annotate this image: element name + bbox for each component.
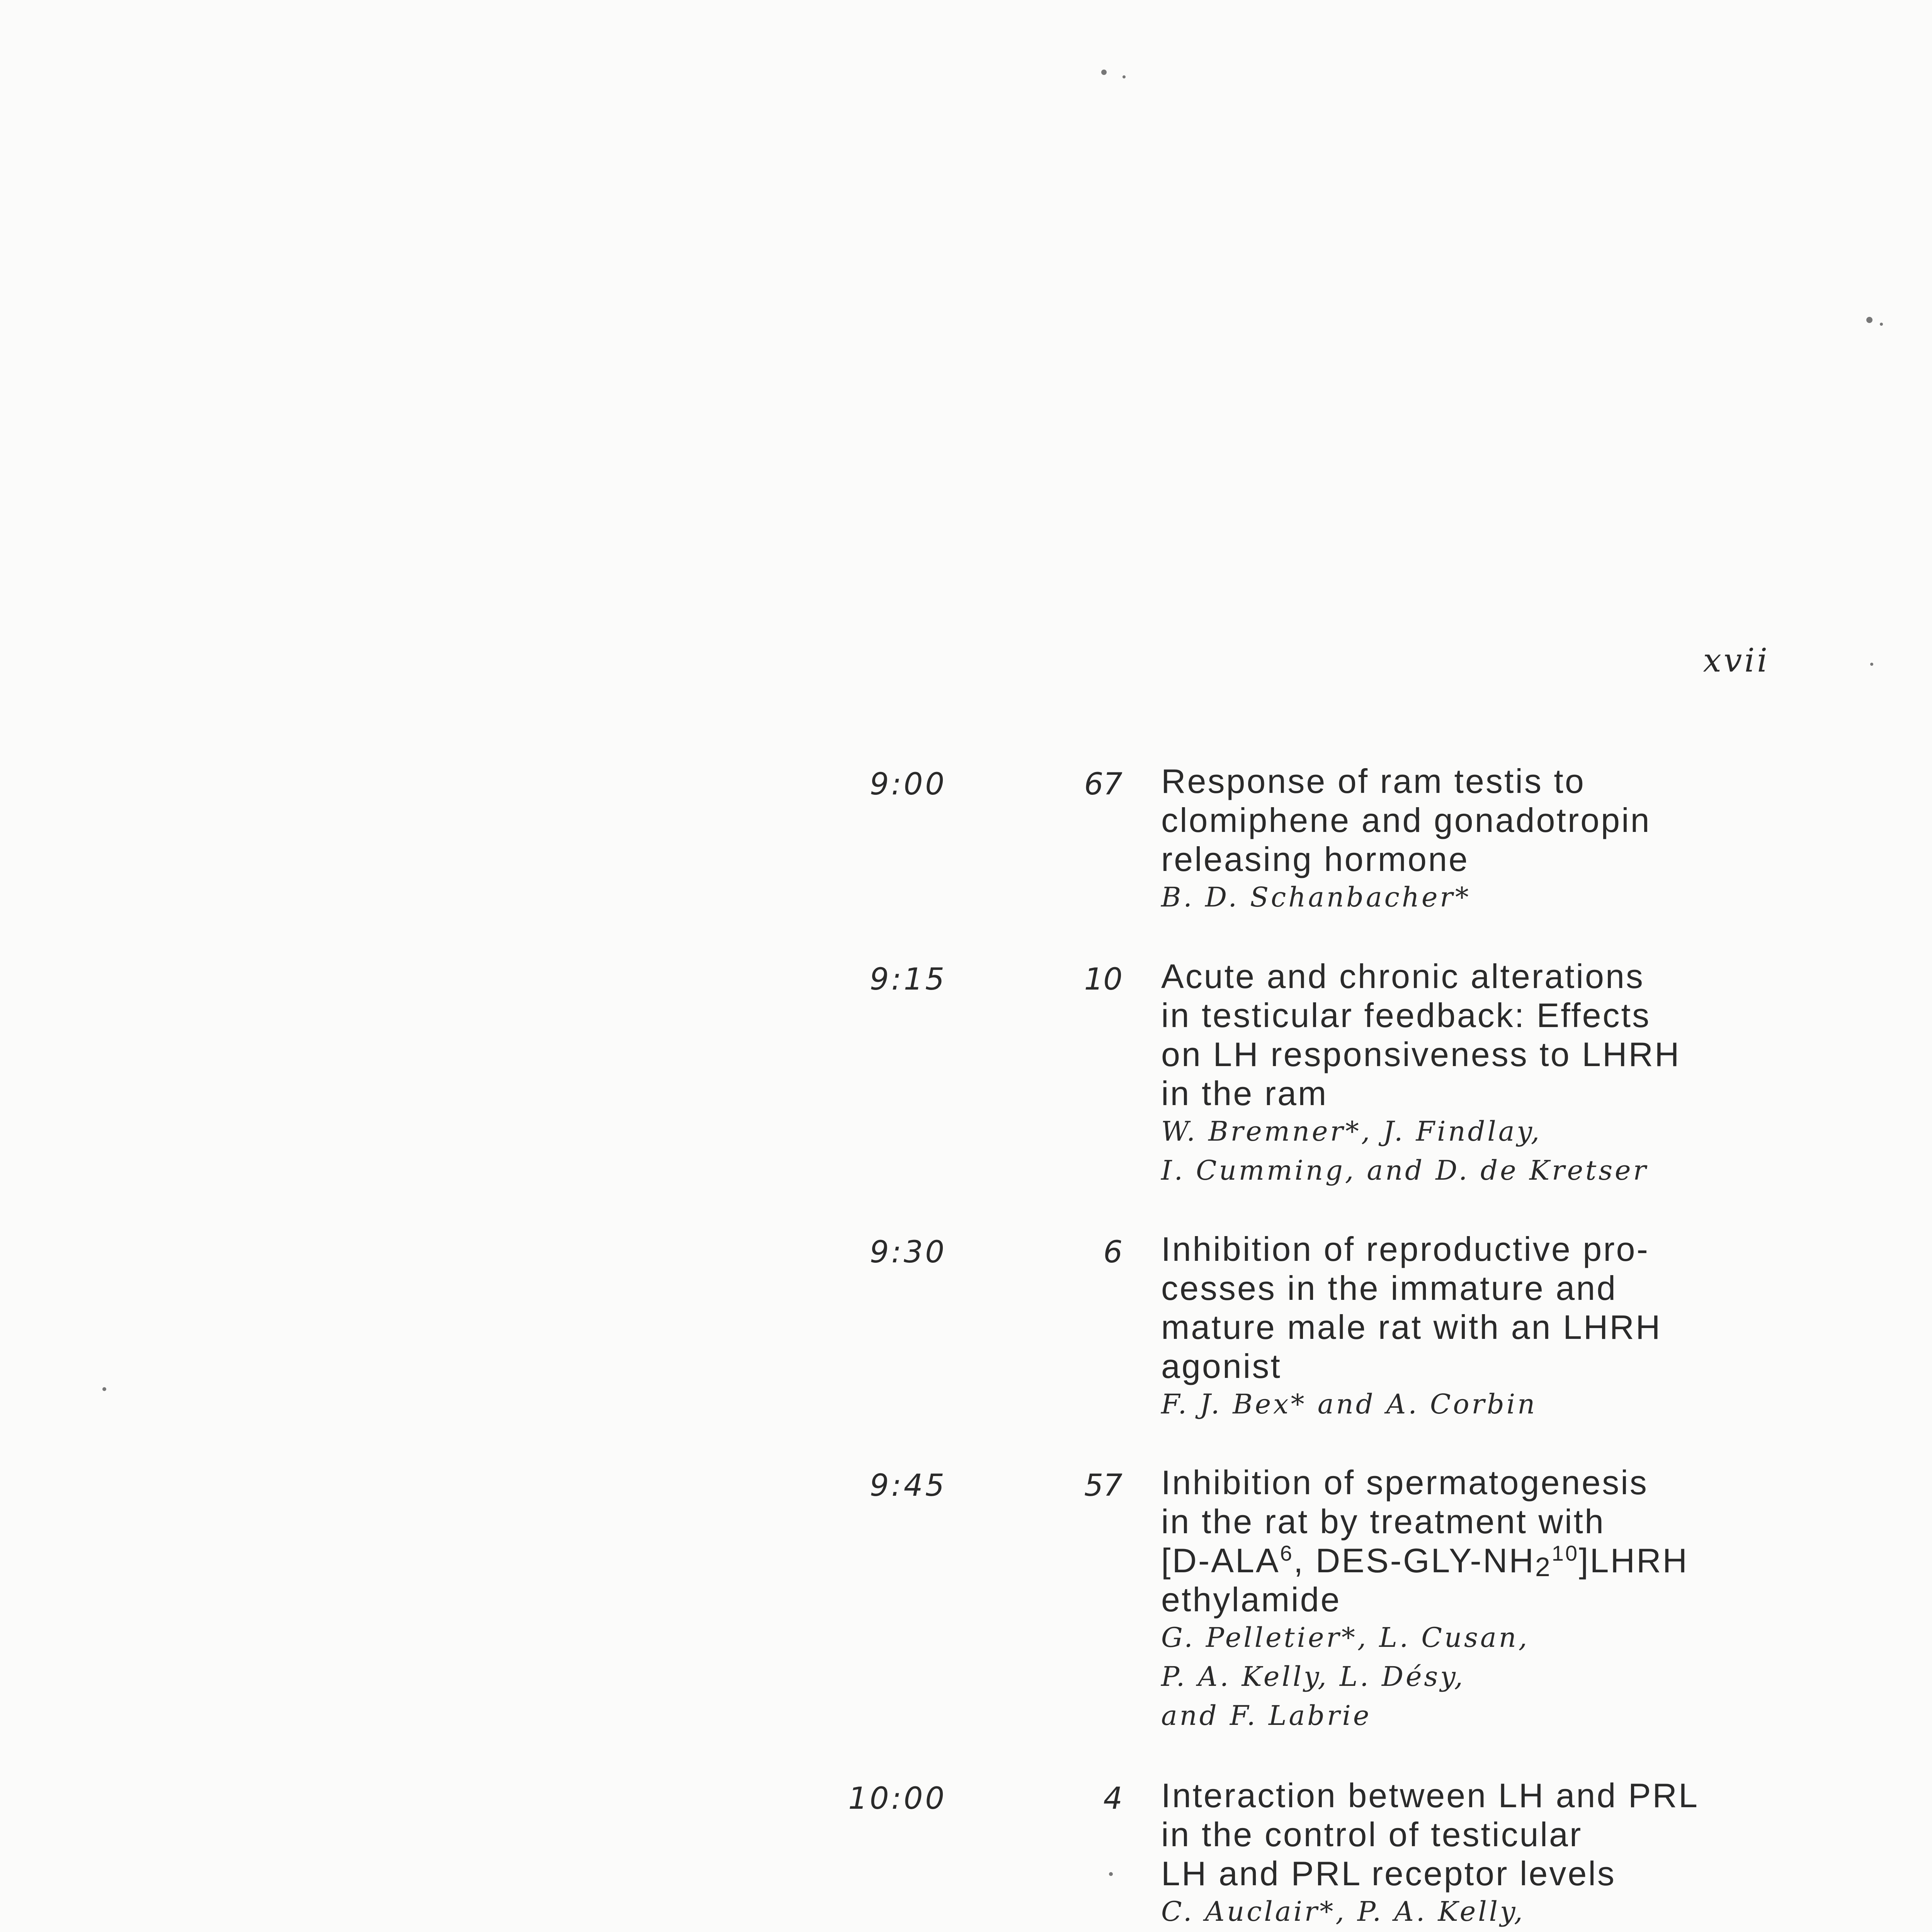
author-line: F. J. Bex* and A. Corbin <box>1161 1388 1537 1420</box>
title-line: cesses in the immature and <box>1161 1269 1617 1307</box>
title-line: LH and PRL receptor levels <box>1161 1854 1616 1893</box>
talk-title <box>1161 957 1826 1113</box>
scan-speck <box>1109 1872 1113 1876</box>
session-time: 9:30 <box>869 1235 947 1270</box>
title-line: Interaction between LH and PRL <box>1161 1776 1699 1815</box>
abstract-number: 57 <box>1084 1468 1122 1503</box>
scan-speck <box>1122 75 1126 78</box>
title-line: on LH responsiveness to LHRH <box>1161 1035 1681 1073</box>
formula-superscript: 10 <box>1551 1541 1579 1565</box>
title-line: agonist <box>1161 1347 1282 1385</box>
author-line: W. Bremner*, J. Findlay, <box>1161 1116 1542 1147</box>
session-time: 9:15 <box>869 962 947 997</box>
formula-subscript: 2 <box>1535 1552 1552 1582</box>
title-line: clomiphene and gonadotropin <box>1161 801 1651 839</box>
abstract-number: 4 <box>1103 1781 1122 1816</box>
author-line: C. Auclair*, P. A. Kelly, <box>1161 1896 1525 1927</box>
title-line: Acute and chronic alterations <box>1161 957 1645 995</box>
page-number: xvii <box>1703 641 1770 679</box>
abstract-number: 6 <box>1103 1235 1122 1270</box>
scan-speck <box>1866 317 1872 323</box>
author-line: B. D. Schanbacher* <box>1161 881 1471 913</box>
scan-speck <box>102 1387 106 1391</box>
title-line: Inhibition of spermatogenesis <box>1161 1463 1648 1502</box>
author-line: I. Cumming, and D. de Kretser <box>1161 1155 1648 1186</box>
formula-part: ]LHRH <box>1579 1541 1689 1580</box>
session-time: 10:00 <box>848 1781 947 1816</box>
title-line: ethylamide <box>1161 1580 1341 1619</box>
title-line: in the rat by treatment with <box>1161 1502 1605 1541</box>
scan-speck <box>1101 70 1107 75</box>
scan-speck <box>1870 663 1873 666</box>
author-line: P. A. Kelly, L. Désy, <box>1161 1661 1465 1692</box>
abstract-number: 10 <box>1084 962 1122 997</box>
talk-authors <box>1161 1385 1826 1424</box>
title-line: in the ram <box>1161 1074 1328 1112</box>
formula-superscript: 6 <box>1280 1541 1294 1565</box>
talk-authors <box>1161 878 1826 917</box>
session-time: 9:45 <box>869 1468 947 1503</box>
scan-speck <box>1880 323 1883 326</box>
title-line: mature male rat with an LHRH <box>1161 1308 1662 1346</box>
formula-part: [D-ALA <box>1161 1541 1280 1580</box>
talk-authors <box>1161 1892 1826 1932</box>
talk-title <box>1161 1463 1826 1619</box>
title-line: in the control of testicular <box>1161 1815 1583 1854</box>
talk-authors <box>1161 1112 1826 1190</box>
title-line <box>1161 1541 1826 1580</box>
title-line: Response of ram testis to <box>1161 762 1585 800</box>
talk-title <box>1161 1230 1826 1386</box>
author-line: and F. Labrie <box>1161 1700 1372 1731</box>
title-line: releasing hormone <box>1161 840 1469 878</box>
formula-part: , DES-GLY-NH <box>1293 1541 1535 1580</box>
title-line: in testicular feedback: Effects <box>1161 996 1651 1034</box>
abstract-number: 67 <box>1084 767 1122 802</box>
talk-authors <box>1161 1618 1826 1735</box>
author-line: G. Pelletier*, L. Cusan, <box>1161 1622 1530 1653</box>
talk-title <box>1161 762 1826 879</box>
title-line: Inhibition of reproductive pro- <box>1161 1230 1650 1268</box>
talk-title <box>1161 1776 1826 1893</box>
session-time: 9:00 <box>869 767 947 802</box>
